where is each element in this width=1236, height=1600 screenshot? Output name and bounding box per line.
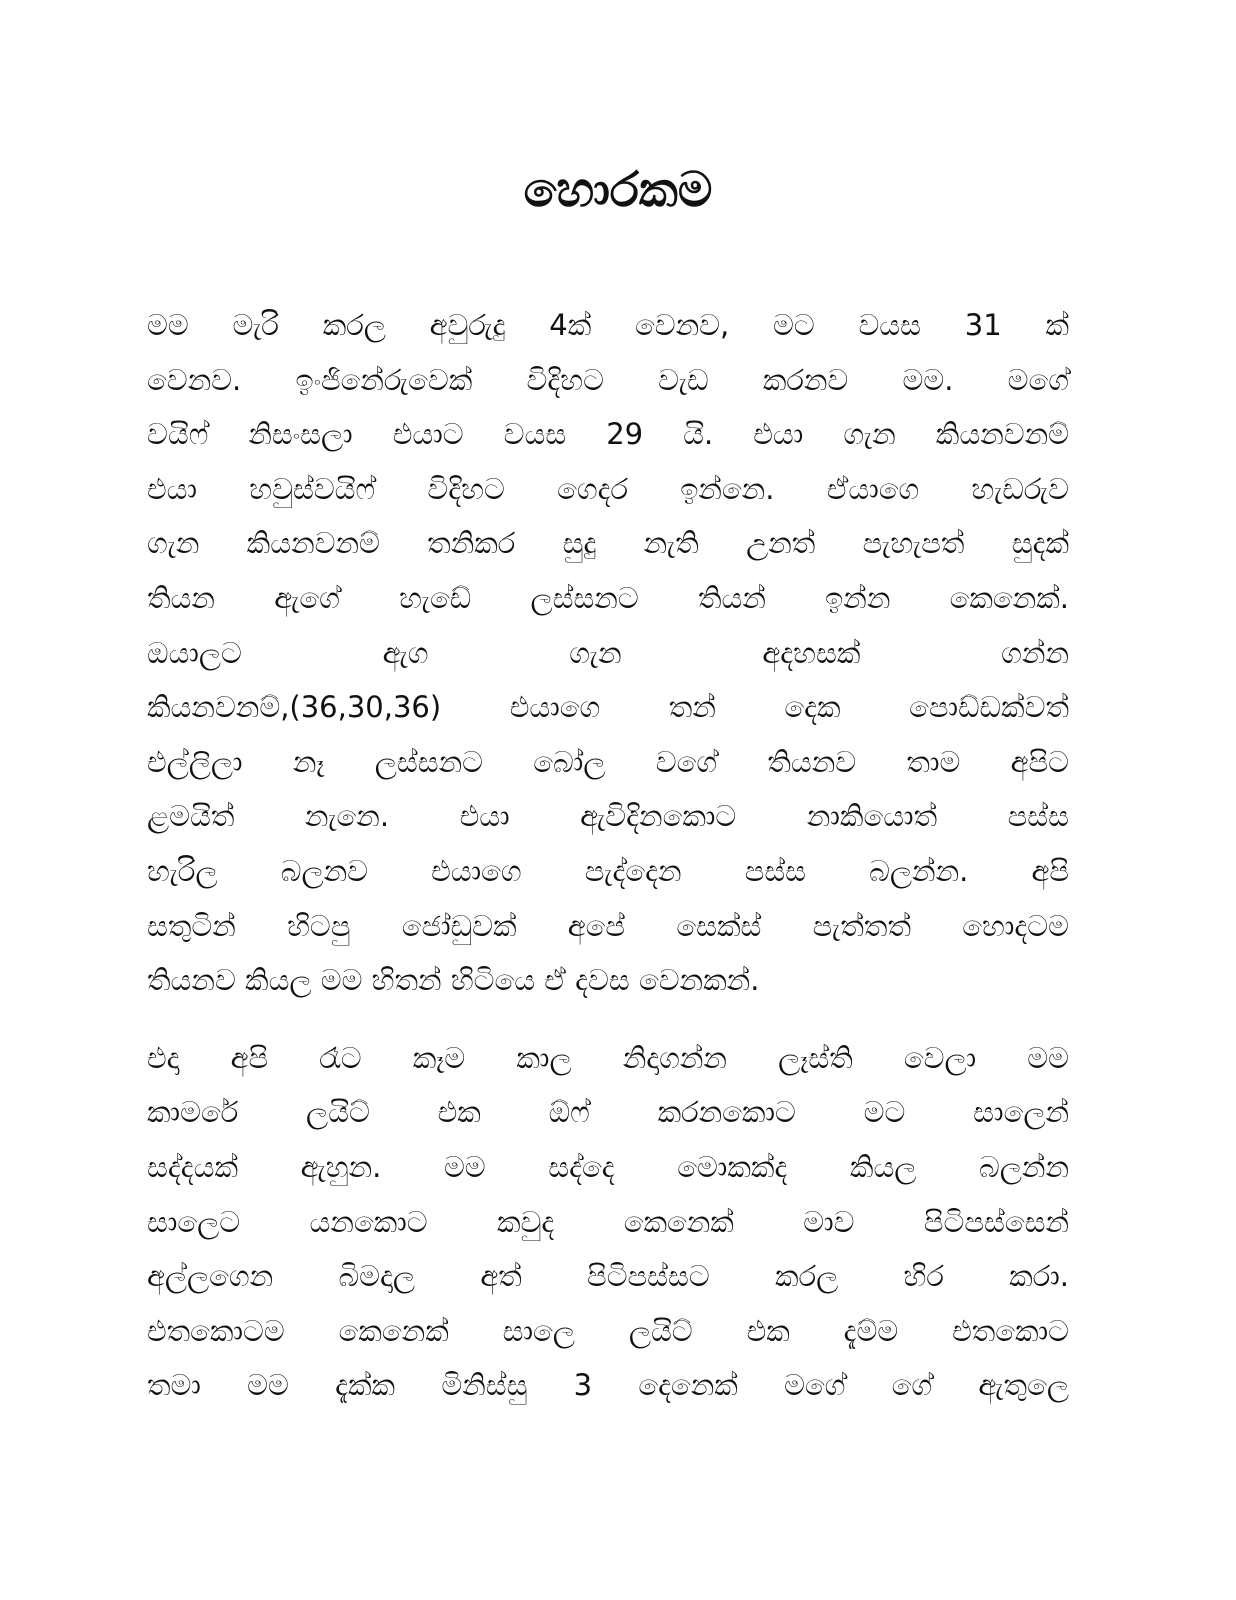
text-line: එයා හවුස්වයිෆ් විදිහට ගෙදර ඉන්නෙ. ඒයාගෙ හැඩරුව — [147, 471, 1069, 506]
text-line: ගැන කියනවනම් තනිකර සුදු නැති උනත් පැහැපත් සුදක් — [147, 526, 1069, 561]
paragraph-1 — [147, 298, 1069, 1008]
page-title: හොරකම — [523, 162, 713, 218]
text-line: සද්දයක් ඇහුන. මම සද්දෙ මොකක්ද කියල බලන්න — [147, 1149, 1069, 1184]
text-line: කාමරේ ලයිට් එක ඕෆ් කරනකොට මට සාලෙන් — [147, 1095, 1069, 1130]
text-line: තමා මම දැක්ක මිනිස්සු 3 දෙනෙක් මගේ ගේ ඇතුලෙ — [147, 1368, 1069, 1403]
text-line: වෙනව. ඉංජිනේරුවෙක් විදිහට වැඩ කරනව මම. මගේ — [147, 362, 1069, 397]
text-line: එදා අපි රෑට කෑම කාල නිදාගන්න ලෑස්ති වෙලා මම — [147, 1040, 1069, 1075]
text-line: තියන ඇගේ හැඩේ ලස්සනට තියන් ඉන්න කෙනෙක්. — [147, 580, 1069, 615]
text-line: අල්ලගෙන බිමදාල අත් පිටිපස්සට කරල හිර කරා. — [147, 1259, 1069, 1294]
text-line: ඔයාලට ඇග ගැන අදහසක් ගන්න — [147, 635, 1069, 670]
text-line: ළමයිත් නැනෙ. එයා ඇවිදිනකොට නාකියොත් පස්ස — [147, 799, 1069, 834]
document-body — [147, 298, 1069, 1413]
text-line: හැරිල බලනව එයාගෙ පැද්දෙන පස්ස බලන්න. අපි — [147, 853, 1069, 888]
text-line: සාලෙට යනකොට කවුද කෙනෙක් මාව පිටිපස්සෙන් — [147, 1204, 1069, 1239]
text-line: එතකොටම කෙනෙක් සාලෙ ලයිට් එක දැම්ම එතකොට — [147, 1313, 1069, 1348]
text-line: එල්ලිලා නෑ ලස්සනට බෝල වගේ තියනව තාම අපිට — [147, 744, 1069, 779]
text-line: කියනවනම්,(36,30,36) එයාගෙ තන් දෙක පොඩ්ඩක්වත් — [147, 690, 1069, 725]
text-line: මම මැරි කරල අවුරුදු 4ක් වෙනව, මට වයස 31 ක් — [147, 308, 1069, 342]
text-line: තියනව කියල මම හිතන් හිටියෙ ඒ දවස වෙනකන්. — [147, 963, 760, 998]
paragraph-2 — [147, 1031, 1069, 1413]
text-line: වයිෆ් නිසංසලා එයාට වයස 29 යි. එයා ගැන කියනවනම් — [147, 417, 1069, 452]
text-line: සතුටින් හිටපු ජෝඩුවක් අපේ සෙක්ස් පැත්තත් හොදටම — [147, 908, 1069, 943]
